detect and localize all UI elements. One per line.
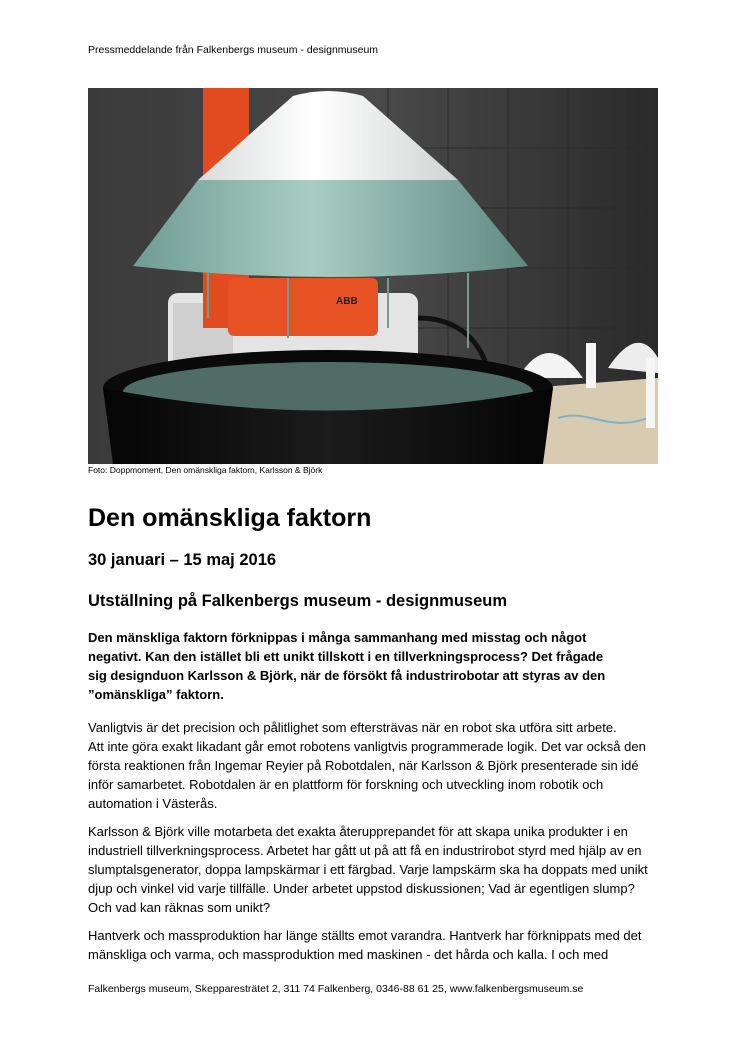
text-line: slumptalsgenerator, doppa lampskärmar i ett färgbad. Varje lampskärm ska ha doppats med unikt	[88, 862, 648, 877]
article-photo	[88, 88, 658, 464]
text-line: Hantverk och massproduktion har länge ställts emot varandra. Hantverk har förknippats med det	[88, 928, 642, 943]
text-line: ”omänskliga” faktorn.	[88, 687, 224, 702]
article-subtitle: Utställning på Falkenbergs museum - designmuseum	[88, 592, 508, 610]
text-line: Karlsson & Björk ville motarbeta det exakta återupprepandet för att skapa unika produkter i en	[88, 824, 628, 839]
text-line: inför samarbetet. Robotdalen är en plattform för forskning och utveckling inom robotik och	[88, 777, 604, 792]
photo-caption: Foto: Doppmoment, Den omänskliga faktorn, Karlsson & Björk	[88, 465, 323, 475]
text-line: negativt. Kan den istället bli ett unikt tillskott i en tillverkningsprocess? Det frågade	[88, 649, 604, 664]
text-line: Den mänskliga faktorn förknippas i många sammanhang med misstag och något	[88, 630, 587, 645]
body-paragraph-3	[88, 926, 668, 964]
text-line: Och vad kan räknas som unikt?	[88, 900, 271, 915]
robot-brand-label: ABB	[336, 296, 358, 307]
article-title: Den omänskliga faktorn	[88, 504, 372, 532]
text-line: första reaktionen från Ingemar Reyier på Robotdalen, när Karlsson & Björk presenterade sin idé	[88, 758, 639, 773]
exhibition-dates: 30 januari – 15 maj 2016	[88, 551, 277, 569]
text-line: automation i Västerås.	[88, 796, 218, 811]
text-line: Att inte göra exakt likadant går emot robotens vanligtvis programmerade logik. Det var också den	[88, 739, 646, 754]
text-line: industriell tillverkningsprocess. Arbetet har gått ut på att få en industrirobot styrd med hjälp av en	[88, 843, 642, 858]
intro-paragraph	[88, 628, 668, 704]
page-footer: Falkenbergs museum, Skepparesträtet 2, 311 74 Falkenberg, 0346-88 61 25, www.falkenbergsmuseum.se	[88, 983, 584, 995]
body-paragraph-2	[88, 822, 668, 917]
body-paragraph-1	[88, 718, 668, 813]
text-line: Vanligtvis är det precision och pålitlighet som eftersträvas när en robot ska utföra sitt arbete.	[88, 720, 617, 735]
text-line: mänskliga och varma, och massproduktion med maskinen - det hårda och kalla. I och med	[88, 947, 609, 962]
text-line: djup och vinkel vid varje tillfälle. Under arbetet uppstod diskussionen; Vad är egentligen slump?	[88, 881, 635, 896]
text-line: sig designduon Karlsson & Björk, när de försökt få industrirobotar att styras av den	[88, 668, 606, 683]
page-header: Pressmeddelande från Falkenbergs museum - designmuseum	[88, 44, 379, 56]
